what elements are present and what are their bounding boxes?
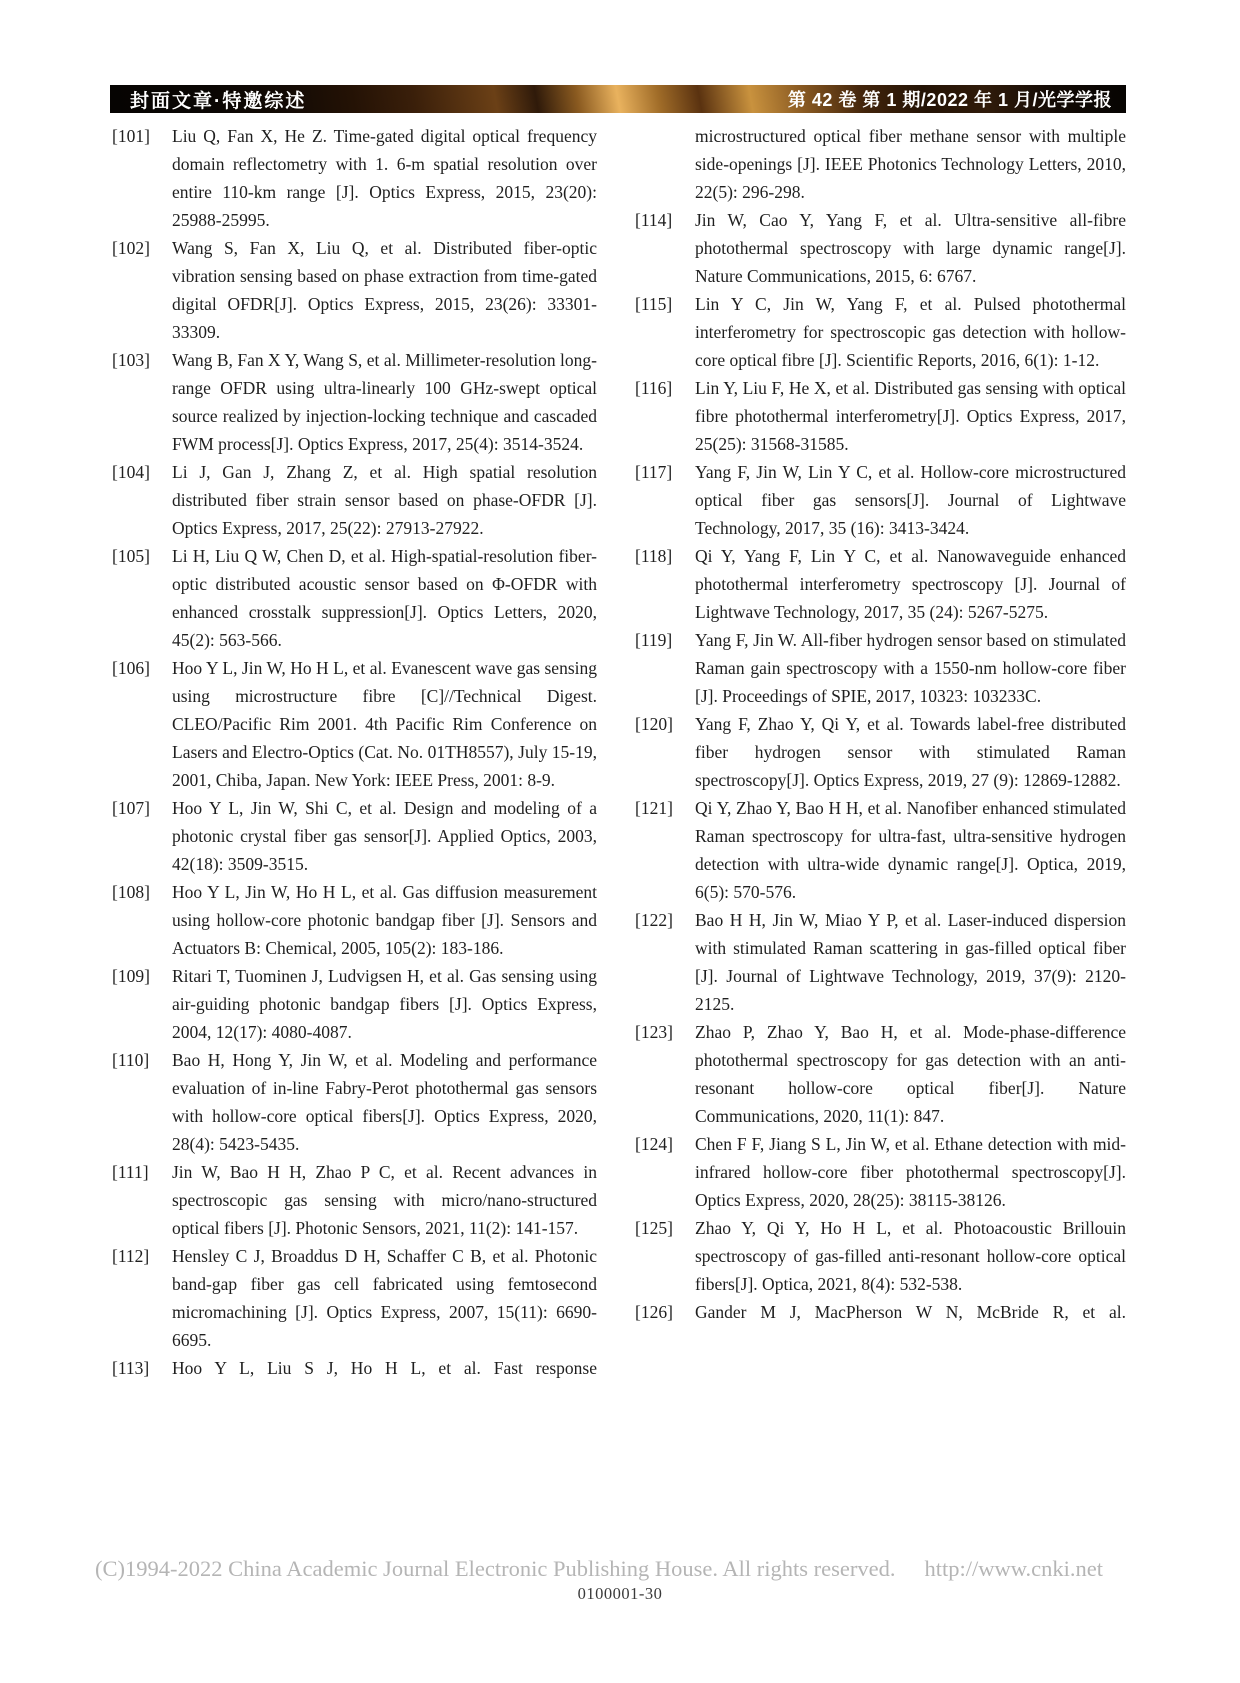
reference-label: [125] xyxy=(635,1218,673,1238)
reference-text: Bao H, Hong Y, Jin W, et al. Modeling and performance evaluation of in-line Fabry-Perot photothermal gas sensors with hollow-core optical fibers[J]. Optics Express, 2020, 28(4): 5423-5435. xyxy=(172,1050,597,1154)
reference-item xyxy=(112,346,597,458)
reference-item xyxy=(635,1018,1126,1130)
reference-item xyxy=(112,234,597,346)
reference-text: Jin W, Bao H H, Zhao P C, et al. Recent advances in spectroscopic gas sensing with micro/nano-structured optical fibers [J]. Photonic Sensors, 2021, 11(2): 141-157. xyxy=(172,1162,597,1238)
reference-label: [110] xyxy=(112,1050,150,1070)
reference-label: [113] xyxy=(112,1358,150,1378)
reference-item xyxy=(635,374,1126,458)
reference-label: [116] xyxy=(635,378,673,398)
column-type-label: 封面文章·特邀综述 xyxy=(130,90,307,112)
reference-item xyxy=(635,122,1126,206)
reference-text: Wang S, Fan X, Liu Q, et al. Distributed fiber-optic vibration sensing based on phase extraction from time-gated digital OFDR[J]. Optics Express, 2015, 23(26): 33301-33309. xyxy=(172,238,597,342)
reference-text: Yang F, Jin W. All-fiber hydrogen sensor based on stimulated Raman gain spectroscopy with a 1550-nm hollow-core fiber [J]. Proceedings of SPIE, 2017, 10323: 103233C. xyxy=(695,630,1126,706)
reference-label: [120] xyxy=(635,714,673,734)
reference-item xyxy=(635,1298,1126,1326)
reference-text: Bao H H, Jin W, Miao Y P, et al. Laser-induced dispersion with stimulated Raman scattering in gas-filled optical fiber [J]. Journal of Lightwave Technology, 2019, 37(9): 2120-2125. xyxy=(695,910,1126,1014)
reference-item xyxy=(112,962,597,1046)
reference-label: [124] xyxy=(635,1134,673,1154)
reference-label: [117] xyxy=(635,462,673,482)
reference-text: Hensley C J, Broaddus D H, Schaffer C B, et al. Photonic band-gap fiber gas cell fabricated using femtosecond micromachining [J]. Optics Express, 2007, 15(11): 6690-6695. xyxy=(172,1246,597,1350)
reference-text: Yang F, Jin W, Lin Y C, et al. Hollow-core microstructured optical fiber gas sensors[J]. Journal of Lightwave Technology, 2017, 35 (16): 3413-3424. xyxy=(695,462,1126,538)
reference-text: Zhao P, Zhao Y, Bao H, et al. Mode-phase-difference photothermal spectroscopy for gas detection with an anti-resonant hollow-core optical fiber[J]. Nature Communications, 2020, 11(1): 847. xyxy=(695,1022,1126,1126)
reference-item xyxy=(112,122,597,234)
reference-label: [107] xyxy=(112,798,150,818)
reference-label: [106] xyxy=(112,658,150,678)
reference-text: Lin Y, Liu F, He X, et al. Distributed gas sensing with optical fibre photothermal interferometry[J]. Optics Express, 2017, 25(25): 31568-31585. xyxy=(695,378,1126,454)
reference-text: Li H, Liu Q W, Chen D, et al. High-spatial-resolution fiber-optic distributed acoustic sensor based on Φ-OFDR with enhanced crosstalk suppression[J]. Optics Letters, 2020, 45(2): 563-566. xyxy=(172,546,597,650)
reference-item xyxy=(112,1242,597,1354)
reference-item xyxy=(635,206,1126,290)
reference-label: [103] xyxy=(112,350,150,370)
references-right-column xyxy=(635,122,1126,1382)
reference-text: Ritari T, Tuominen J, Ludvigsen H, et al. Gas sensing using air-guiding photonic bandgap fibers [J]. Optics Express, 2004, 12(17): 4080-4087. xyxy=(172,966,597,1042)
references-section xyxy=(112,122,1126,1382)
reference-label: [121] xyxy=(635,798,673,818)
reference-item xyxy=(635,1214,1126,1298)
reference-item xyxy=(112,1046,597,1158)
reference-text: microstructured optical fiber methane sensor with multiple side-openings [J]. IEEE Photonics Technology Letters, 2010, 22(5): 296-298. xyxy=(695,126,1126,202)
cnki-url: http://www.cnki.net xyxy=(924,1556,1103,1581)
reference-text: Zhao Y, Qi Y, Ho H L, et al. Photoacoustic Brillouin spectroscopy of gas-filled anti-resonant hollow-core optical fibers[J]. Optica, 2021, 8(4): 532-538. xyxy=(695,1218,1126,1294)
reference-item xyxy=(635,626,1126,710)
reference-item xyxy=(112,1354,597,1382)
reference-item xyxy=(635,710,1126,794)
reference-label: [101] xyxy=(112,126,150,146)
reference-item xyxy=(112,1158,597,1242)
reference-text: Wang B, Fan X Y, Wang S, et al. Millimeter-resolution long-range OFDR using ultra-linearly 100 GHz-swept optical source realized by injection-locking technique and cascaded FWM process[J]. Optics Express, 2017, 25(4): 3514-3524. xyxy=(172,350,597,454)
reference-text: Qi Y, Zhao Y, Bao H H, et al. Nanofiber enhanced stimulated Raman spectroscopy for ultra-fast, ultra-sensitive hydrogen detection with ultra-wide dynamic range[J]. Optica, 2019, 6(5): 570-576. xyxy=(695,798,1126,902)
reference-item xyxy=(112,654,597,794)
reference-label: [119] xyxy=(635,630,673,650)
page-number: 0100001-30 xyxy=(577,1584,663,1603)
reference-item xyxy=(112,542,597,654)
reference-label: [115] xyxy=(635,294,673,314)
reference-label: [105] xyxy=(112,546,150,566)
reference-item xyxy=(635,1130,1126,1214)
reference-label: [123] xyxy=(635,1022,673,1042)
reference-item xyxy=(635,458,1126,542)
reference-item xyxy=(635,290,1126,374)
reference-text: Hoo Y L, Jin W, Ho H L, et al. Gas diffusion measurement using hollow-core photonic bandgap fiber [J]. Sensors and Actuators B: Chemical, 2005, 105(2): 183-186. xyxy=(172,882,597,958)
reference-text: Chen F F, Jiang S L, Jin W, et al. Ethane detection with mid-infrared hollow-core fiber photothermal spectroscopy[J]. Optics Express, 2020, 28(25): 38115-38126. xyxy=(695,1134,1126,1210)
reference-item xyxy=(635,542,1126,626)
copyright-watermark xyxy=(95,1556,1103,1582)
reference-text: Qi Y, Yang F, Lin Y C, et al. Nanowaveguide enhanced photothermal interferometry spectroscopy [J]. Journal of Lightwave Technology, 2017, 35 (24): 5267-5275. xyxy=(695,546,1126,622)
reference-item xyxy=(635,794,1126,906)
references-left-column xyxy=(112,122,597,1382)
reference-label: [126] xyxy=(635,1302,673,1322)
reference-text: Hoo Y L, Jin W, Shi C, et al. Design and modeling of a photonic crystal fiber gas sensor[J]. Applied Optics, 2003, 42(18): 3509-3515. xyxy=(172,798,597,874)
reference-text: Li J, Gan J, Zhang Z, et al. High spatial resolution distributed fiber strain sensor based on phase-OFDR [J]. Optics Express, 2017, 25(22): 27913-27922. xyxy=(172,462,597,538)
reference-label: [114] xyxy=(635,210,673,230)
reference-item xyxy=(112,794,597,878)
reference-label: [102] xyxy=(112,238,150,258)
journal-header-bar xyxy=(110,85,1126,113)
reference-item xyxy=(112,458,597,542)
reference-label: [112] xyxy=(112,1246,150,1266)
reference-label: [109] xyxy=(112,966,150,986)
reference-text: Hoo Y L, Liu S J, Ho H L, et al. Fast response xyxy=(172,1358,597,1378)
reference-text: Yang F, Zhao Y, Qi Y, et al. Towards label-free distributed fiber hydrogen sensor with stimulated Raman spectroscopy[J]. Optics Express, 2019, 27 (9): 12869-12882. xyxy=(695,714,1126,790)
reference-label: [104] xyxy=(112,462,150,482)
reference-label: [111] xyxy=(112,1162,149,1182)
journal-issue-info: 第 42 卷 第 1 期/2022 年 1 月/光学学报 xyxy=(787,90,1112,110)
reference-item xyxy=(635,906,1126,1018)
reference-text: Jin W, Cao Y, Yang F, et al. Ultra-sensitive all-fibre photothermal spectroscopy with large dynamic range[J]. Nature Communications, 2015, 6: 6767. xyxy=(695,210,1126,286)
reference-text: Liu Q, Fan X, He Z. Time-gated digital optical frequency domain reflectometry with 1. 6-m spatial resolution over entire 110-km range [J]. Optics Express, 2015, 23(20): 25988-25995. xyxy=(172,126,597,230)
reference-label xyxy=(635,122,695,206)
reference-text: Hoo Y L, Jin W, Ho H L, et al. Evanescent wave gas sensing using microstructure fibre [C]//Technical Digest. CLEO/Pacific Rim 2001. 4th Pacific Rim Conference on Lasers and Electro-Optics (Cat. No. 01TH8557), July 15-19, 2001, Chiba, Japan. New York: IEEE Press, 2001: 8-9. xyxy=(172,658,597,790)
reference-item xyxy=(112,878,597,962)
reference-label: [108] xyxy=(112,882,150,902)
reference-text: Lin Y C, Jin W, Yang F, et al. Pulsed photothermal interferometry for spectroscopic gas detection with hollow-core optical fibre [J]. Scientific Reports, 2016, 6(1): 1-12. xyxy=(695,294,1126,370)
reference-label: [118] xyxy=(635,546,673,566)
reference-label: [122] xyxy=(635,910,673,930)
copyright-text: (C)1994-2022 China Academic Journal Electronic Publishing House. All rights reserved. xyxy=(95,1556,896,1581)
reference-text: Gander M J, MacPherson W N, McBride R, et al. xyxy=(695,1302,1126,1322)
